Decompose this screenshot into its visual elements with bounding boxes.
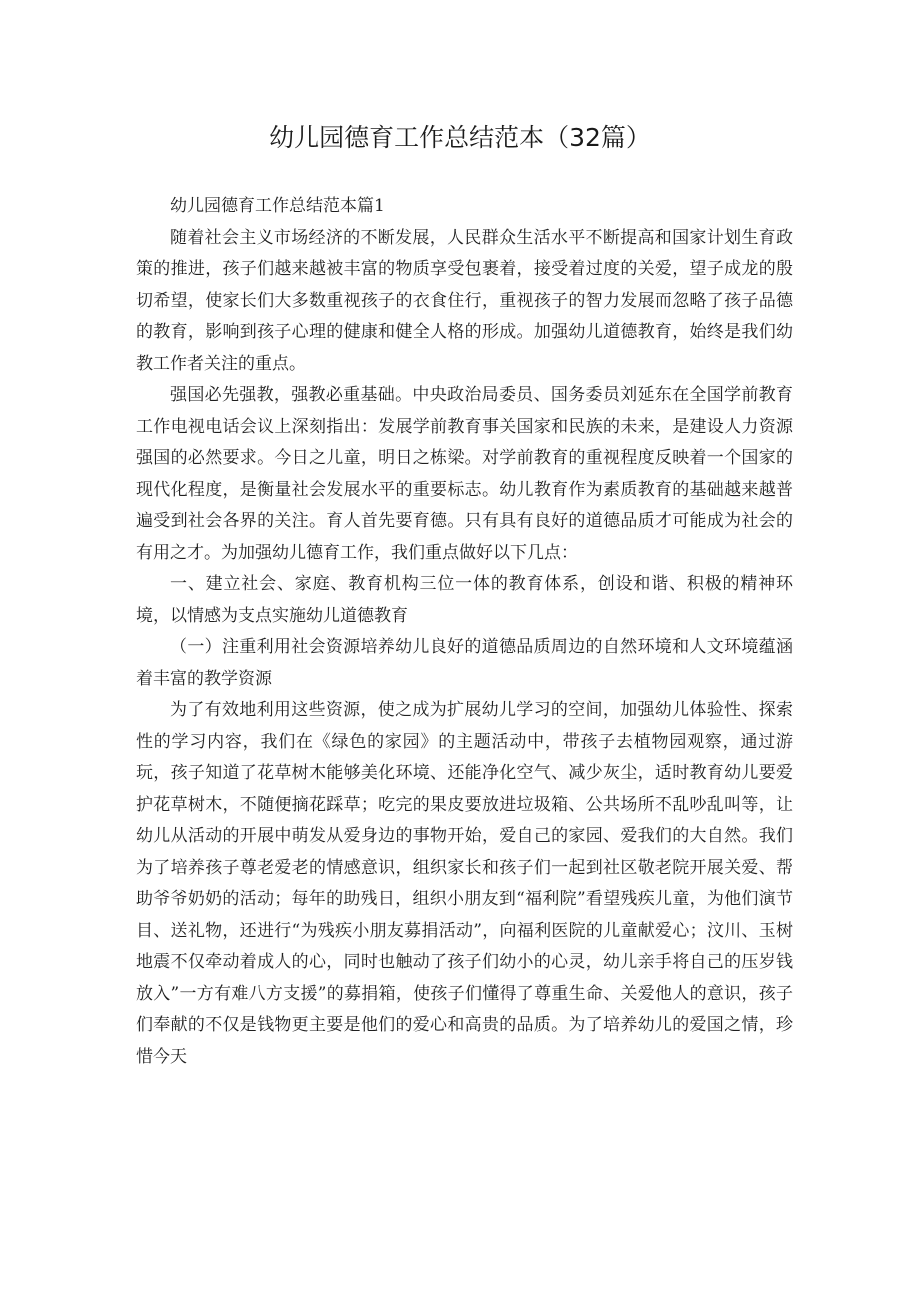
document-title: 幼儿园德育工作总结范本（32篇）	[269, 123, 651, 152]
paragraph: 强国必先强教，强教必重基础。中央政治局委员、国务委员刘延东在全国学前教育工作电视电话会议上深刻指出：发展学前教育事关国家和民族的未来，是建设人力资源强国的必然要求。今日之儿童，明日之栋梁。对学前教育的重视程度反映着一个国家的现代化程度，是衡量社会发展水平的重要标志。幼儿教育作为素质教育的基础越来越普遍受到社会各界的关注。育人首先要育德。只有具有良好的道德品质才可能成为社会的有用之才。为加强幼儿德育工作，我们重点做好以下几点：	[136, 385, 793, 563]
document-body	[136, 191, 793, 1073]
section-heading: 幼儿园德育工作总结范本篇1	[170, 196, 385, 216]
paragraph: （一）注重利用社会资源培养幼儿良好的道德品质周边的自然环境和人文环境蕴涵着丰富的教学资源	[136, 637, 793, 689]
paragraph: 随着社会主义市场经济的不断发展，人民群众生活水平不断提高和国家计划生育政策的推进，孩子们越来越被丰富的物质享受包裹着，接受着过度的关爱，望子成龙的殷切希望，使家长们大多数重视孩子的衣食住行，重视孩子的智力发展而忽略了孩子品德的教育，影响到孩子心理的健康和健全人格的形成。加强幼儿道德教育，始终是我们幼教工作者关注的重点。	[136, 227, 793, 374]
paragraph: 一、建立社会、家庭、教育机构三位一体的教育体系，创设和谐、积极的精神环境，以情感为支点实施幼儿道德教育	[136, 574, 793, 626]
paragraph: 为了有效地利用这些资源，使之成为扩展幼儿学习的空间，加强幼儿体验性、探索性的学习内容，我们在《绿色的家园》的主题活动中，带孩子去植物园观察，通过游玩，孩子知道了花草树木能够美化环境、还能净化空气、减少灰尘，适时教育幼儿要爱护花草树木，不随便摘花踩草；吃完的果皮要放进垃圾箱、公共场所不乱吵乱叫等，让幼儿从活动的开展中萌发从爱身边的事物开始，爱自己的家园、爱我们的大自然。我们为了培养孩子尊老爱老的情感意识，组织家长和孩子们一起到社区敬老院开展关爱、帮助爷爷奶奶的活动；每年的助残日，组织小朋友到“福利院”看望残疾儿童，为他们演节目、送礼物，还进行“为残疾小朋友募捐活动”，向福利医院的儿童献爱心；汶川、玉树地震不仅牵动着成人的心，同时也触动了孩子们幼小的心灵，幼儿亲手将自己的压岁钱放入”一方有难八方支援”的募捐箱，使孩子们懂得了尊重生命、关爱他人的意识，孩子们奉献的不仅是钱物更主要是他们的爱心和高贵的品质。为了培养幼儿的爱国之情，珍惜今天	[136, 700, 793, 1067]
